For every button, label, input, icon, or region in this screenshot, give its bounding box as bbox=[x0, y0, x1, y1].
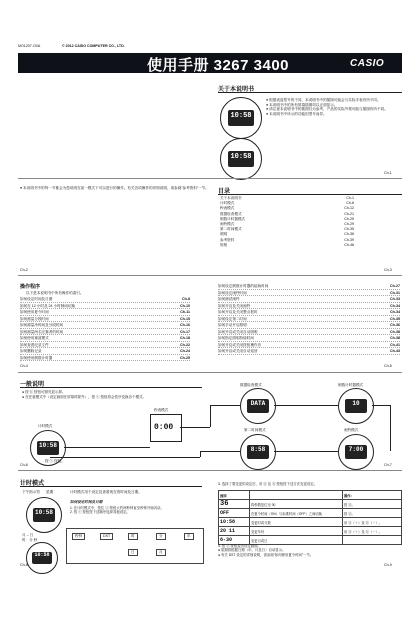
label-date: 月 – 日 bbox=[22, 533, 34, 537]
flow-step: 年 bbox=[184, 533, 194, 540]
page-divider bbox=[18, 178, 402, 179]
flow-line bbox=[210, 405, 211, 427]
flow-step: 分 bbox=[156, 533, 166, 540]
table-header-cell bbox=[250, 491, 343, 500]
flow-line bbox=[390, 405, 391, 451]
procedure-row[interactable]: 如何在 12 小时及 24 小时制间切换 Ch-10 bbox=[20, 303, 190, 308]
about-bullet: ● 根据表盘型号的不同，本说明书中的插图可能会与实际手表有所不同。 bbox=[266, 98, 381, 102]
table-cell: 用 ⓓ（＋）及 ⓑ（－）。 bbox=[343, 527, 402, 536]
table-cell: 变更月或日 bbox=[250, 536, 343, 545]
about-rule bbox=[218, 92, 402, 93]
about-title: 关于本说明书 bbox=[218, 87, 255, 93]
note-text: ● 有关 DST 设定的详细说明，请参阅“如何使用夏令时间”一节。 bbox=[218, 552, 314, 557]
table-cell: 变更年份 bbox=[250, 527, 343, 536]
toc-row[interactable]: 闹铃模式 Ch-29 bbox=[220, 222, 354, 226]
about-bullet: ● 本说明书中所示的功能因型号而异。 bbox=[266, 111, 327, 116]
table-cell: 用 ⓓ（＋）及 ⓑ（－）。 bbox=[343, 518, 402, 527]
watch-alarm bbox=[338, 434, 374, 470]
table-cell-screen: OFF bbox=[219, 509, 250, 518]
general-bullet: ● 按 ⓑ 按钮可照亮显示屏。 bbox=[22, 390, 66, 394]
lcd-countdown: 10 bbox=[352, 400, 360, 408]
table-cell-screen: 10:58 bbox=[219, 518, 250, 527]
mode-label-data-recall: 数据检查模式 bbox=[240, 383, 262, 387]
page-divider bbox=[18, 372, 402, 373]
table-intro: 3. 选择了要变更的设定后，用 ⓓ 及 ⓑ 按钮按下述方法变更设定。 bbox=[218, 482, 318, 486]
manual-title: 使用手册 3267 3400 bbox=[146, 57, 290, 74]
table-header-row bbox=[219, 491, 402, 500]
procedures-subtitle: 以下是本说明书中所有操作的索引。 bbox=[26, 291, 84, 295]
watch-data-recall bbox=[240, 388, 276, 424]
procedure-row[interactable]: 如何使用倒数计时器 Ch-25 bbox=[20, 355, 190, 360]
flow-line bbox=[274, 405, 338, 406]
procedure-row[interactable]: 如何指定照明持续时间 Ch-38 bbox=[218, 336, 400, 340]
flow-line bbox=[180, 427, 210, 428]
page-number: Ch-9 bbox=[384, 563, 392, 567]
page-number: Ch-2 bbox=[20, 268, 28, 272]
settings-table bbox=[218, 490, 402, 545]
toc-row[interactable]: 关于本说明书 Ch-1 bbox=[220, 196, 354, 200]
mode-label-countdown: 倒数计时器模式 bbox=[338, 383, 364, 387]
table-row bbox=[219, 509, 402, 518]
timekeeping-intro: 计时模式用于设定及查看现在的时间及日期。 bbox=[70, 490, 142, 494]
procedure-list-left bbox=[20, 297, 202, 367]
procedure-row[interactable]: 如何删除记录 Ch-24 bbox=[20, 349, 190, 353]
flow-line bbox=[64, 447, 150, 448]
toc-row[interactable]: 倒数计时器模式 Ch-25 bbox=[220, 216, 354, 221]
watch-lcd-2: 10:58 bbox=[230, 153, 252, 161]
general-rule bbox=[20, 387, 202, 388]
set-time-steps bbox=[70, 506, 202, 515]
page-number: Ch-1 bbox=[384, 171, 392, 175]
copyright: © 2012 CASIO COMPUTER CO., LTD. bbox=[62, 44, 125, 48]
flow-step: 月 bbox=[156, 549, 166, 556]
watch-countdown bbox=[338, 388, 374, 424]
flow-line bbox=[200, 451, 201, 457]
timekeeping-title: 计时模式 bbox=[20, 481, 45, 487]
mode-label-timekeeping: 计时模式 bbox=[38, 424, 53, 428]
procedure-row[interactable]: 如何设定倒数计时器的起始时间 Ch-27 bbox=[218, 284, 400, 288]
mode-label-stopwatch: 秒表模式 bbox=[154, 408, 169, 412]
toc-rule bbox=[218, 194, 402, 195]
lcd-dual-time: 8:58 bbox=[250, 446, 266, 454]
watch-timekeeping-detail bbox=[26, 497, 62, 533]
timekeeping-rule bbox=[20, 486, 202, 487]
step-text: 1. 在计时模式中，按住 ⓐ 按钮大约两秒钟直至秒钟开始闪动。 bbox=[70, 506, 164, 510]
procedure-row[interactable]: 如何查看纪录文件 Ch-22 bbox=[20, 342, 190, 347]
watch-dual-time bbox=[240, 434, 276, 470]
procedure-row[interactable]: 如何设定第二时间 Ch-35 bbox=[218, 316, 400, 321]
toc-row[interactable]: 秒表模式 Ch-12 bbox=[220, 206, 354, 211]
table-row bbox=[219, 500, 402, 509]
note-text: ● 星期将根据日期（年、月及日）自动显示。 bbox=[218, 548, 286, 553]
step-text: 4. 按 ⓐ 按钮退出设定画面。 bbox=[218, 544, 261, 548]
general-title: 一般说明 bbox=[20, 382, 45, 388]
page-number: Ch-5 bbox=[384, 364, 392, 368]
step-text: 2. 按 ⓒ 按钮按下述顺序选择其他设定。 bbox=[70, 510, 130, 515]
lcd-timekeeping-detail: 10:58 bbox=[34, 509, 53, 517]
toc-row[interactable]: 参考资料 Ch-39 bbox=[220, 237, 354, 242]
flow-line bbox=[372, 405, 390, 406]
flow-step: 秒钟 bbox=[72, 533, 85, 540]
page-divider bbox=[18, 470, 402, 471]
watch-lcd-1: 10:58 bbox=[230, 112, 252, 120]
flow-step: 时 bbox=[128, 533, 138, 540]
table-header-cell: 画面 bbox=[219, 491, 250, 500]
toc-row[interactable]: 数据检查模式 Ch-21 bbox=[220, 211, 354, 216]
about-bullet: ● 请注意本说明书中的插图仅为参考，产品的实际外观可能与插图有所不同。 bbox=[266, 107, 388, 112]
lcd-alarm: 7:00 bbox=[348, 446, 364, 454]
page-number: Ch-4 bbox=[20, 364, 28, 368]
procedure-row[interactable]: 如何测量净时间及分段时间 Ch-16 bbox=[20, 323, 190, 327]
procedure-row[interactable]: 如何开启及关闭整点报时 Ch-34 bbox=[218, 310, 400, 314]
toc-row[interactable]: 计时模式 Ch-6 bbox=[220, 201, 354, 206]
toc-row[interactable]: 第二时间模式 Ch-35 bbox=[220, 227, 354, 232]
about-bullet: ● 本说明书中的所有屏幕插图均以正面显示。 bbox=[266, 102, 338, 107]
label-hms: 时：分 秒 bbox=[22, 538, 38, 542]
about-bullets bbox=[266, 98, 400, 116]
label-pm: 下午指示符 bbox=[22, 490, 40, 494]
procedure-row[interactable]: 如何开启或关闭自动返回 Ch-43 bbox=[218, 349, 400, 353]
note-text: ● 本说明书中的每一节都会为您说明在某一模式下可以进行的操作。有关各项操作的详细说明，请参阅“参考资料”一节。 bbox=[20, 186, 209, 190]
lcd-stopwatch-panel bbox=[150, 414, 182, 442]
procedure-list-right bbox=[218, 284, 402, 364]
table-row bbox=[219, 527, 402, 536]
press-c-label: 按 ⓒ 按钮。 bbox=[45, 459, 65, 463]
flow-line bbox=[274, 451, 338, 452]
page-number: Ch-8 bbox=[20, 563, 28, 567]
mode-label-alarm: 闹铃模式 bbox=[344, 428, 359, 432]
procedure-row[interactable]: 如何手动开启照明 Ch-36 bbox=[218, 323, 400, 327]
model-code: MO1207-OVA bbox=[18, 44, 41, 48]
flow-step: 日 bbox=[128, 549, 138, 556]
procedure-row[interactable]: 如何测量分段时间 Ch-15 bbox=[20, 316, 190, 321]
procedure-row[interactable]: 如何开启或关闭自动照明 Ch-38 bbox=[218, 329, 400, 334]
toc-row[interactable]: 照明 Ch-36 bbox=[220, 232, 354, 237]
watch-timekeeping-detail-2 bbox=[26, 542, 58, 574]
page-number: Ch-3 bbox=[384, 268, 392, 272]
procedure-row[interactable]: 如何使用夏令时间 Ch-11 bbox=[20, 310, 190, 314]
page-number: Ch-6 bbox=[20, 463, 28, 467]
procedure-row[interactable]: 如何设定闹铃时间 Ch-31 bbox=[218, 290, 400, 295]
page-number: Ch-7 bbox=[384, 463, 392, 467]
watch-illustration-1 bbox=[220, 97, 262, 139]
label-day: 星期 bbox=[46, 490, 54, 494]
table-cell: 变更时或分数 bbox=[250, 518, 343, 527]
lcd-stopwatch: 0:00 bbox=[154, 423, 174, 432]
procedure-row[interactable]: 如何设定时间及日期 Ch-8 bbox=[20, 297, 190, 301]
mode-label-dual-time: 第二时间模式 bbox=[244, 428, 266, 432]
timekeeping-notes bbox=[218, 544, 402, 557]
procedure-row[interactable]: 如何测量两名完赛者的时间 Ch-17 bbox=[20, 329, 190, 334]
table-cell: 将秒数复位至 00 bbox=[250, 500, 343, 509]
set-time-subtitle: 如何设定时间及日期 bbox=[70, 500, 103, 504]
table-row bbox=[219, 518, 402, 527]
toc-row[interactable]: 规格 Ch-46 bbox=[220, 242, 354, 247]
lcd-timekeeping: 10:58 bbox=[38, 442, 57, 450]
flow-step: DST bbox=[100, 533, 113, 540]
toc-title: 目录 bbox=[218, 189, 231, 195]
procedure-row[interactable]: 如何开启及关闭闹铃 Ch-34 bbox=[218, 303, 400, 308]
table-cell: 按 ⓓ。 bbox=[343, 509, 402, 518]
general-bullets bbox=[22, 390, 202, 399]
flow-line bbox=[210, 405, 240, 406]
flow-line bbox=[50, 457, 200, 458]
flow-line bbox=[200, 451, 240, 452]
table-cell: 在夏令时间（ON）与标准时间（OFF）之间切换 bbox=[250, 509, 343, 518]
general-bullet: ● 在任意模式中（设定画面在屏幕时除外），按 ⓒ 按钮将会依序变换各个模式。 bbox=[22, 394, 147, 399]
toc-list bbox=[220, 196, 370, 256]
procedure-row[interactable]: 如何测试闹铃 Ch-33 bbox=[218, 297, 400, 301]
table-header-cell: 操作： bbox=[343, 491, 402, 500]
page-divider bbox=[18, 275, 402, 276]
procedure-row[interactable]: 如何开启或关闭按钮操作音 Ch-41 bbox=[218, 342, 400, 347]
table-cell-screen: 20 11 bbox=[219, 527, 250, 536]
watch-illustration-2 bbox=[220, 138, 262, 180]
casio-logo: CASIO bbox=[350, 58, 385, 69]
procedure-row[interactable]: 如何使用赛道模式 Ch-18 bbox=[20, 336, 190, 340]
table-cell: 按 ⓓ。 bbox=[343, 500, 402, 509]
table-cell-screen: 6-30 bbox=[219, 536, 250, 545]
table-cell-screen: 36 bbox=[219, 500, 250, 509]
procedures-title: 操作程序 bbox=[20, 284, 41, 290]
lcd-timekeeping-detail-2: 10:58 bbox=[34, 552, 50, 558]
lcd-data-recall: DATA bbox=[250, 400, 266, 408]
